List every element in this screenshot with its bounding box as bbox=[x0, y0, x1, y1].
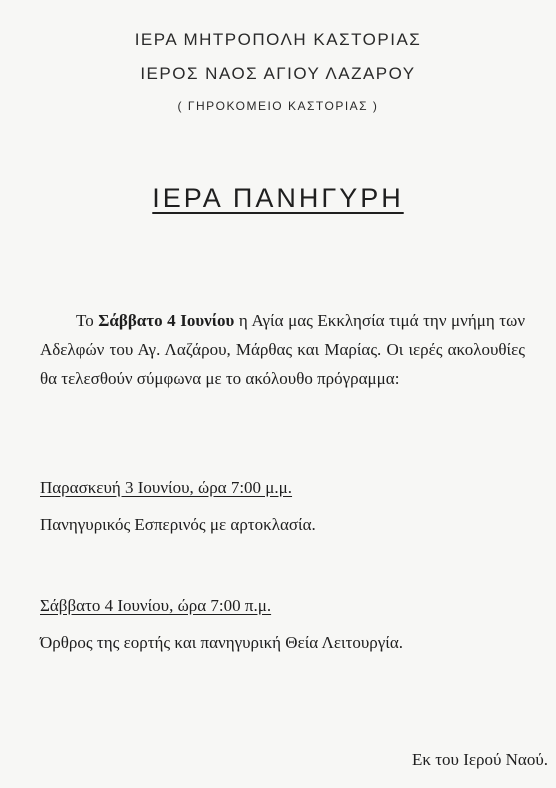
signature: Εκ του Ιερού Ναού. bbox=[412, 750, 548, 769]
intro-prefix: Το bbox=[76, 311, 99, 330]
document-title bbox=[0, 183, 556, 214]
title-text: ΙΕΡΑ ΠΑΝΗΓΥΡΗ bbox=[152, 183, 404, 213]
event-1-description: Πανηγυρικός Εσπερινός με αρτοκλασία. bbox=[40, 515, 316, 534]
event-1-heading: Παρασκευή 3 Ιουνίου, ώρα 7:00 μ.μ. bbox=[40, 478, 293, 497]
event-2-heading: Σάββατο 4 Ιουνίου, ώρα 7:00 π.μ. bbox=[40, 596, 272, 615]
intro-paragraph bbox=[40, 306, 525, 393]
intro-date: Σάββατο 4 Ιουνίου bbox=[98, 311, 235, 330]
event-2-description: Όρθρος της εορτής και πανηγυρική Θεία Λειτουργία. bbox=[40, 633, 404, 652]
location-subheading: ( ΓΗΡΟΚΟΜΕΙΟ ΚΑΣΤΟΡΙΑΣ ) bbox=[177, 99, 379, 113]
intro-rest: η Αγία μας Εκκλησία τιμά την μνήμη των Αδελφών του Αγ. Λαζάρου, Μάρθας και Μαρίας. Οι ιερές ακολουθίες θα τελεσθούν σύμφωνα με το ακόλουθο πρόγραμμα: bbox=[40, 311, 526, 388]
metropolis-heading: ΙΕΡΑ ΜΗΤΡΟΠΟΛΗ ΚΑΣΤΟΡΙΑΣ bbox=[134, 30, 422, 49]
church-heading: ΙΕΡΟΣ ΝΑΟΣ ΑΓΙΟΥ ΛΑΖΑΡΟΥ bbox=[140, 64, 416, 83]
